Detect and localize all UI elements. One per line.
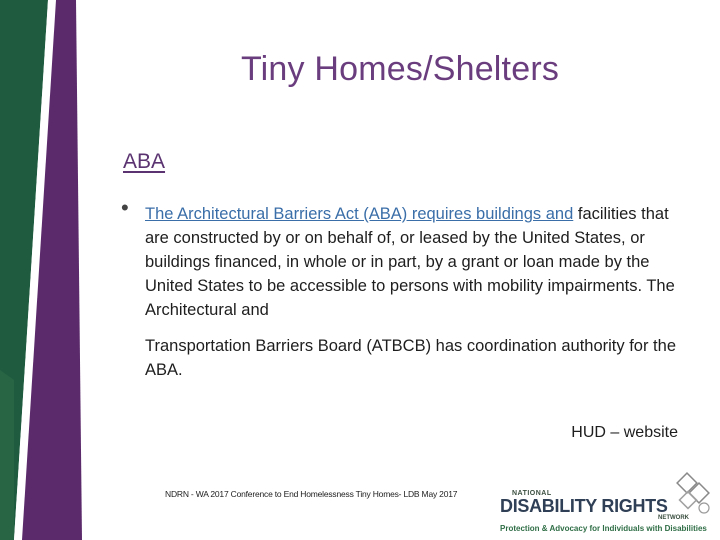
ndrn-logo <box>498 470 720 540</box>
logo-national: NATIONAL <box>512 490 552 497</box>
slide-title: Tiny Homes/Shelters <box>240 50 560 88</box>
logo-disability-rights: DISABILITY RIGHTS <box>500 496 668 516</box>
footer-note: NDRN - WA 2017 Conference to End Homelessness Tiny Homes- LDB May 2017 <box>165 489 458 499</box>
decorative-side-bands <box>0 0 120 540</box>
paragraph-continuation: Transportation Barriers Board (ATBCB) has coordination authority for the ABA. <box>145 337 676 379</box>
thin-lines-band <box>0 370 14 540</box>
bullet-marker: • <box>121 195 129 220</box>
aba-link[interactable]: The Architectural Barriers Act (ABA) requires buildings and <box>145 205 574 223</box>
logo-tagline: Protection & Advocacy for Individuals with Disabilities <box>500 524 707 533</box>
bullet-body: facilities that are constructed by or on behalf of, or leased by the United States, or buildings financed, in whole or in part, by a grant or loan made by the United States to be accessible to persons with mobility impairments. The Architectural and <box>145 205 675 319</box>
logo-network: NETWORK <box>658 515 689 521</box>
section-heading: ABA <box>123 150 166 173</box>
source-citation: HUD – website <box>571 424 678 441</box>
logo-mark-icon <box>666 470 718 520</box>
bullet-text <box>145 202 685 322</box>
